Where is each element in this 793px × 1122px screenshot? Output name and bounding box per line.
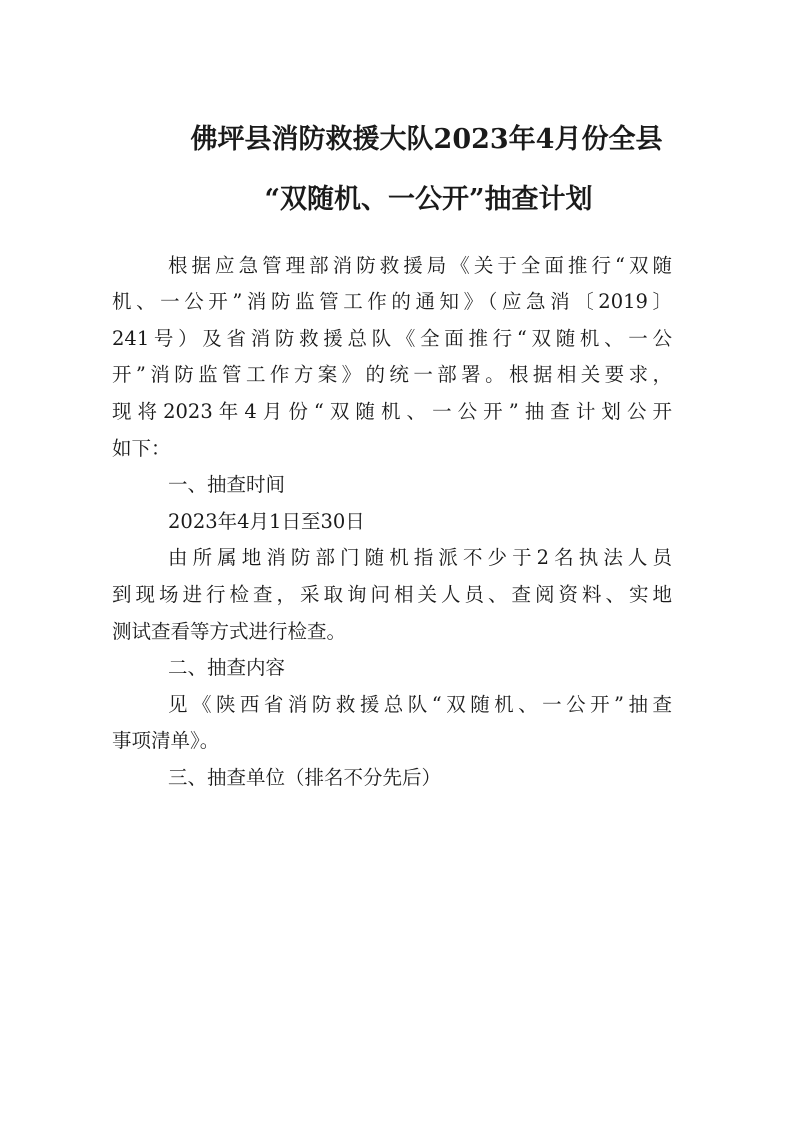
- document-title-line-1: 佛坪县消防救援大队2023年4月份全县: [190, 124, 663, 155]
- section-heading-content: 二、抽查内容: [168, 656, 286, 679]
- document-title-line-2: “双随机、一公开”抽查计划: [264, 184, 593, 215]
- body-line: 由所属地消防部门随机指派不少于2名执法人员: [168, 546, 672, 569]
- body-line: 现将2023年4月份“双随机、一公开”抽查计划公开: [112, 400, 672, 423]
- section-heading-time: 一、抽查时间: [168, 473, 286, 496]
- body-line: 如下：: [112, 437, 171, 460]
- body-line: 根据应急管理部消防救援局《关于全面推行“双随: [168, 254, 672, 277]
- body-line: 见《陕西省消防救援总队“双随机、一公开”抽查: [168, 693, 672, 716]
- section-heading-units: 三、抽查单位（排名不分先后）: [168, 766, 442, 789]
- inspection-date-range: 2023年4月1日至30日: [168, 510, 365, 533]
- body-line: 开”消防监管工作方案》的统一部署。根据相关要求，: [112, 363, 672, 386]
- body-line: 机、一公开”消防监管工作的通知》（应急消〔2019〕: [112, 290, 672, 313]
- body-line: 241号）及省消防救援总队《全面推行“双随机、一公: [112, 327, 672, 350]
- body-line: 到现场进行检查，采取询问相关人员、查阅资料、实地: [112, 583, 672, 606]
- body-line: 测试查看等方式进行检查。: [112, 620, 347, 643]
- body-line: 事项清单》。: [112, 729, 220, 752]
